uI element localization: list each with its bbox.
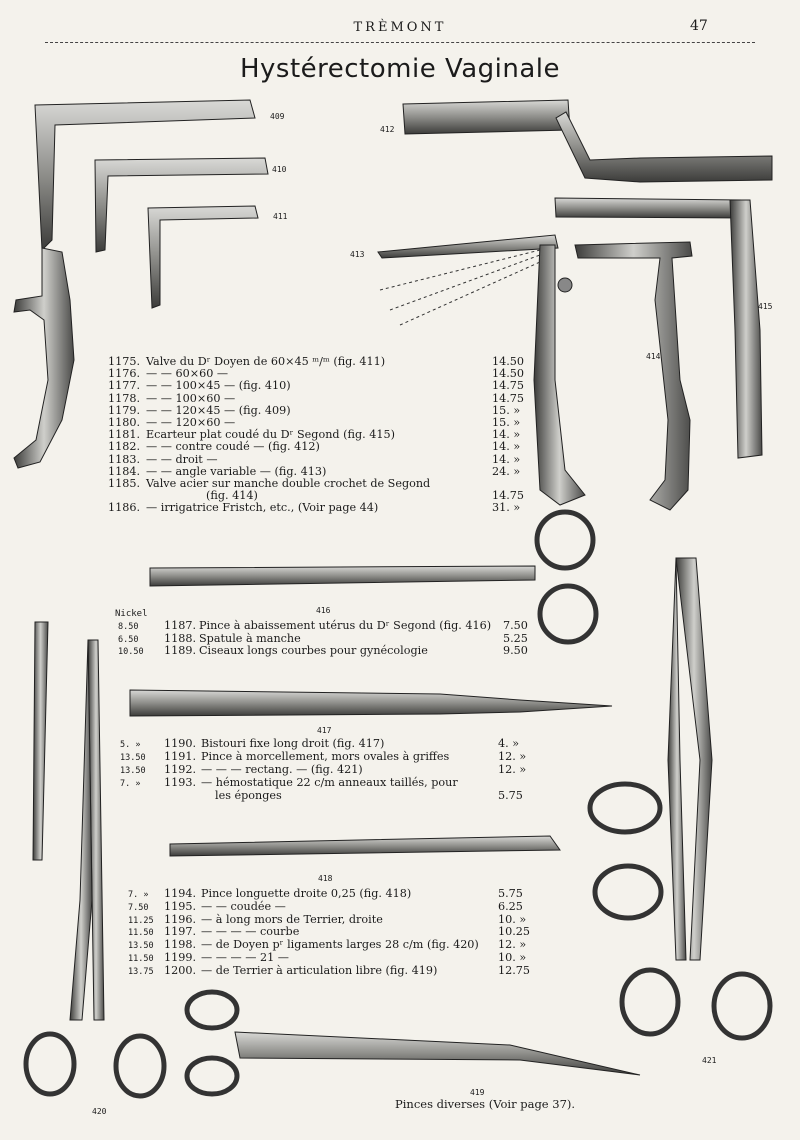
item-price: 12. » xyxy=(498,750,527,763)
item-description: — — 100×60 — xyxy=(146,391,236,405)
item-price: 14.50 xyxy=(492,355,525,368)
nickel-price: 13.75 xyxy=(128,966,154,977)
item-description: Pince longuette droite 0,25 (fig. 418) xyxy=(201,887,412,900)
item-price: 14. » xyxy=(492,452,521,466)
item-number: 1182. xyxy=(108,440,141,454)
catalog-row xyxy=(0,632,800,645)
nickel-price: 5. » xyxy=(120,740,141,750)
item-price: 12. » xyxy=(498,763,527,776)
nickel-price: 13.50 xyxy=(128,941,154,952)
item-number: 1200. xyxy=(164,963,197,977)
item-number: 1196. xyxy=(164,912,197,926)
running-header-brand: TRÈMONT xyxy=(353,20,447,35)
catalog-row xyxy=(0,428,800,440)
item-number: 1183. xyxy=(108,452,141,466)
item-description: les éponges xyxy=(215,789,282,802)
item-number: 1184. xyxy=(108,464,141,478)
item-description: — — angle variable — (fig. 413) xyxy=(146,464,327,478)
figure-label-415: 415 xyxy=(758,302,773,311)
catalog-row xyxy=(0,776,800,789)
figure-label-417: 417 xyxy=(317,726,332,735)
item-description: Pince à morcellement, mors ovales à griffes xyxy=(201,750,450,763)
item-number: 1175. xyxy=(108,355,141,368)
item-description: — — droit — xyxy=(146,452,218,466)
item-description: — — 100×45 — (fig. 410) xyxy=(146,379,291,393)
item-description: — — 120×60 — xyxy=(146,416,236,429)
item-number: 1193. xyxy=(164,776,197,789)
catalog-row xyxy=(0,440,800,452)
catalog-row xyxy=(0,900,800,913)
item-price: 5.75 xyxy=(498,887,523,900)
item-price: 10. » xyxy=(498,912,527,926)
item-description: Valve acier sur manche double crochet de Segond xyxy=(146,477,431,490)
catalog-row xyxy=(0,501,800,513)
catalog-row xyxy=(0,789,800,802)
figure-label-410: 410 xyxy=(272,165,287,174)
page-title: Hystérectomie Vaginale xyxy=(239,54,561,84)
item-number: 1177. xyxy=(108,379,141,393)
figure-label-409: 409 xyxy=(270,112,285,121)
item-description: Ciseaux longs courbes pour gynécologie xyxy=(199,644,428,657)
item-number: 1176. xyxy=(108,367,141,381)
nickel-price: 6.50 xyxy=(118,634,139,645)
nickel-price: 11.25 xyxy=(128,915,154,926)
item-number: 1197. xyxy=(164,925,197,939)
nickel-price: 7. » xyxy=(120,779,141,789)
figure-label-416: 416 xyxy=(316,606,331,615)
nickel-price: 7.50 xyxy=(128,902,149,913)
item-description: (fig. 414) xyxy=(206,489,258,503)
item-price: 7.50 xyxy=(503,619,528,632)
item-price: 15. » xyxy=(492,403,521,417)
figure-label-421: 421 xyxy=(702,1056,717,1065)
catalog-row xyxy=(0,477,800,489)
item-price: 14. » xyxy=(492,440,521,454)
item-description: — — 60×60 — xyxy=(146,367,229,381)
item-description: Ecarteur plat coudé du Dʳ Segond (fig. 415) xyxy=(146,428,395,442)
item-number: 1178. xyxy=(108,391,141,405)
item-description: Spatule à manche xyxy=(199,631,301,645)
scalpel-417-drawing xyxy=(130,690,612,716)
item-number: 1191. xyxy=(164,750,197,763)
figure-label-419: 419 xyxy=(470,1088,485,1097)
item-description: — — — — courbe xyxy=(201,925,300,939)
nickel-price: 10.50 xyxy=(118,647,144,657)
footer-note: Pinces diverses (Voir page 37). xyxy=(395,1097,576,1111)
item-price: 15. » xyxy=(492,416,521,429)
item-number: 1192. xyxy=(164,763,197,776)
item-number: 1185. xyxy=(108,477,141,490)
item-number: 1180. xyxy=(108,416,141,429)
catalog-row xyxy=(0,938,800,951)
item-price: 9.50 xyxy=(503,644,528,657)
nickel-price: 7. » xyxy=(128,890,149,900)
nickel-price: 8.50 xyxy=(118,622,139,632)
item-price: 31. » xyxy=(492,501,521,515)
speculum-411-drawing xyxy=(148,206,258,308)
item-number: 1198. xyxy=(164,938,197,952)
item-price: 12. » xyxy=(498,938,527,952)
figure-label-414: 414 xyxy=(646,352,661,361)
item-number: 1186. xyxy=(108,501,141,515)
item-description: — — — — 21 — xyxy=(201,951,289,964)
catalog-row xyxy=(0,404,800,416)
catalog-row xyxy=(0,489,800,501)
item-number: 1199. xyxy=(164,951,197,964)
item-description: — irrigatrice Fristch, etc., (Voir page 44) xyxy=(146,501,379,515)
item-price: 14.50 xyxy=(492,367,525,381)
catalog-row xyxy=(0,887,800,900)
catalog-row xyxy=(0,367,800,379)
catalog-row xyxy=(0,416,800,428)
catalog-row xyxy=(0,355,800,367)
item-description: Pince à abaissement utérus du Dʳ Segond (fig. 416) xyxy=(199,619,492,632)
catalog-row xyxy=(0,964,800,977)
speculum-410-drawing xyxy=(95,158,268,252)
item-price: 14.75 xyxy=(492,489,525,503)
catalog-row xyxy=(0,737,800,750)
nickel-price: 11.50 xyxy=(128,954,154,964)
item-number: 1190. xyxy=(164,737,197,750)
nickel-price: 13.50 xyxy=(120,753,146,763)
item-description: — — 120×45 — (fig. 409) xyxy=(146,403,291,417)
item-price: 14.75 xyxy=(492,391,525,405)
catalog-row xyxy=(0,951,800,964)
item-description: — à long mors de Terrier, droite xyxy=(201,912,383,926)
catalog-row xyxy=(0,392,800,404)
item-number: 1181. xyxy=(108,428,141,442)
item-description: — — — rectang. — (fig. 421) xyxy=(201,763,363,776)
catalog-row xyxy=(0,453,800,465)
item-price: 14.75 xyxy=(492,379,525,393)
item-price: 6.25 xyxy=(498,899,523,913)
item-number: 1194. xyxy=(164,887,197,900)
nickel-column-heading: Nickel xyxy=(115,609,148,619)
item-price: 12.75 xyxy=(498,963,531,977)
item-price: 14. » xyxy=(492,428,521,442)
item-price: 10.25 xyxy=(498,925,531,939)
figure-label-420: 420 xyxy=(92,1107,107,1116)
catalog-row xyxy=(0,750,800,763)
catalog-row xyxy=(0,644,800,657)
forceps-419-drawing xyxy=(187,992,640,1094)
item-description: — — contre coudé — (fig. 412) xyxy=(146,440,320,454)
catalog-row xyxy=(0,763,800,776)
retractor-412-drawing xyxy=(403,100,772,182)
item-description: — — coudée — xyxy=(201,899,286,913)
nickel-price: 13.50 xyxy=(120,766,146,776)
item-number: 1187. xyxy=(164,619,197,632)
catalog-row xyxy=(0,913,800,926)
item-description: Valve du Dʳ Doyen de 60×45 ᵐ/ᵐ (fig. 411) xyxy=(146,355,386,368)
catalog-row xyxy=(0,619,800,632)
item-price: 5.25 xyxy=(503,631,528,645)
figure-label-413: 413 xyxy=(350,250,365,259)
item-number: 1189. xyxy=(164,644,197,657)
catalog-row xyxy=(0,925,800,938)
figure-label-412: 412 xyxy=(380,125,395,134)
figure-label-418: 418 xyxy=(318,874,333,883)
catalog-row xyxy=(0,465,800,477)
nickel-price: 11.50 xyxy=(128,928,154,939)
item-price: 10. » xyxy=(498,951,527,964)
item-number: 1179. xyxy=(108,403,141,417)
figure-label-411: 411 xyxy=(273,212,288,221)
catalog-row xyxy=(0,379,800,391)
item-description: — de Terrier à articulation libre (fig. 419) xyxy=(201,963,438,977)
item-description: Bistouri fixe long droit (fig. 417) xyxy=(201,737,385,750)
item-number: 1195. xyxy=(164,899,197,913)
item-description: — hémostatique 22 c/m anneaux taillés, pour xyxy=(201,776,458,789)
item-price: 24. » xyxy=(492,464,521,478)
item-description: — de Doyen pʳ ligaments larges 28 c/m (fig. 420) xyxy=(201,938,479,952)
page-number: 47 xyxy=(690,18,708,34)
item-number: 1188. xyxy=(164,631,197,645)
item-price: 5.75 xyxy=(498,789,523,802)
item-price: 4. » xyxy=(498,737,520,750)
